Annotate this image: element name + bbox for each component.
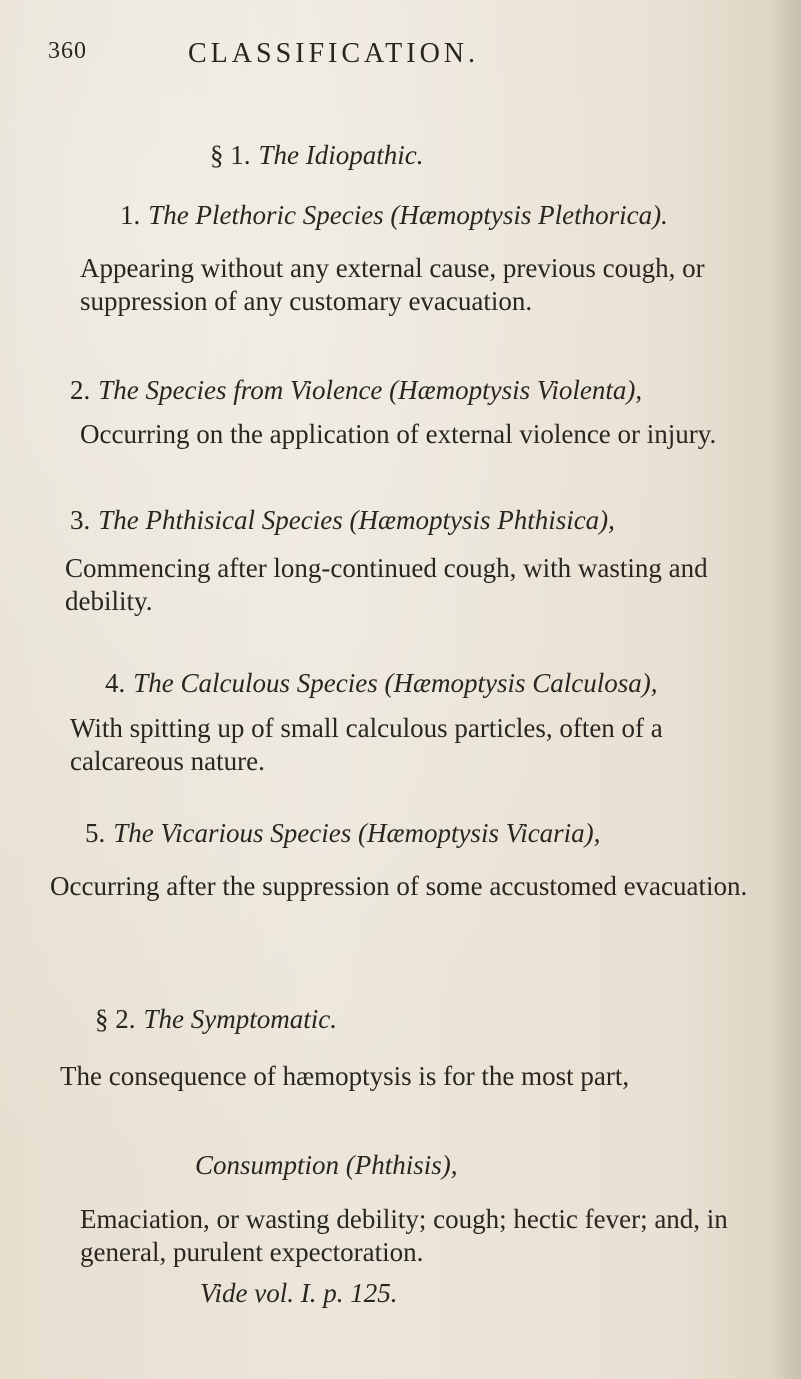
species-name: The Vicarious Species (Hæmoptysis Vicaria), [113, 818, 601, 848]
species-description-violence: Occurring on the application of external violence or injury. [80, 419, 717, 449]
species-description-vicarious: Occurring after the suppression of some accustomed evacuation. [50, 871, 748, 901]
species-number: 3. [70, 505, 91, 535]
species-number: 1. [120, 200, 141, 230]
page-header [48, 38, 761, 78]
species-title-phthisical [70, 505, 615, 536]
species-description-calculous: With spitting up of small calculous particles, often of a calcareous nature. [70, 713, 663, 776]
species-number: 5. [85, 818, 106, 848]
section-number: § 2. [95, 1004, 136, 1034]
species-title-violence [70, 375, 642, 406]
volume-reference: Vide vol. I. p. 125. [200, 1278, 398, 1308]
consumption-symptoms: Emaciation, or wasting debility; cough; hectic fever; and, in general, purulent expectoration. [80, 1204, 728, 1267]
species-name: The Phthisical Species (Hæmoptysis Phthisica), [98, 505, 615, 535]
section-heading-symptomatic [95, 1004, 337, 1035]
species-title-calculous [105, 668, 657, 699]
section-title: The Idiopathic. [258, 140, 424, 170]
page-number: 360 [48, 38, 87, 64]
species-number: 4. [105, 668, 126, 698]
species-name: The Calculous Species (Hæmoptysis Calculosa), [133, 668, 658, 698]
section-number: § 1. [210, 140, 251, 170]
consumption-heading [195, 1150, 458, 1181]
section-heading-idiopathic [210, 140, 423, 171]
species-title-vicarious [85, 818, 600, 849]
symptomatic-intro: The consequence of hæmoptysis is for the most part, [60, 1061, 630, 1091]
section-title: The Symptomatic. [143, 1004, 337, 1034]
consumption-label: Consumption (Phthisis), [195, 1150, 458, 1180]
species-title-plethoric [120, 200, 668, 231]
running-head: CLASSIFICATION. [188, 38, 480, 69]
species-name: The Species from Violence (Hæmoptysis Violenta), [98, 375, 643, 405]
species-name: The Plethoric Species (Hæmoptysis Plethorica). [148, 200, 668, 230]
species-description-plethoric: Appearing without any external cause, previous cough, or suppression of any customary evacuation. [80, 253, 705, 316]
page-edge-shadow [773, 0, 801, 1379]
species-description-phthisical: Commencing after long-continued cough, with wasting and debility. [65, 553, 708, 616]
species-number: 2. [70, 375, 91, 405]
